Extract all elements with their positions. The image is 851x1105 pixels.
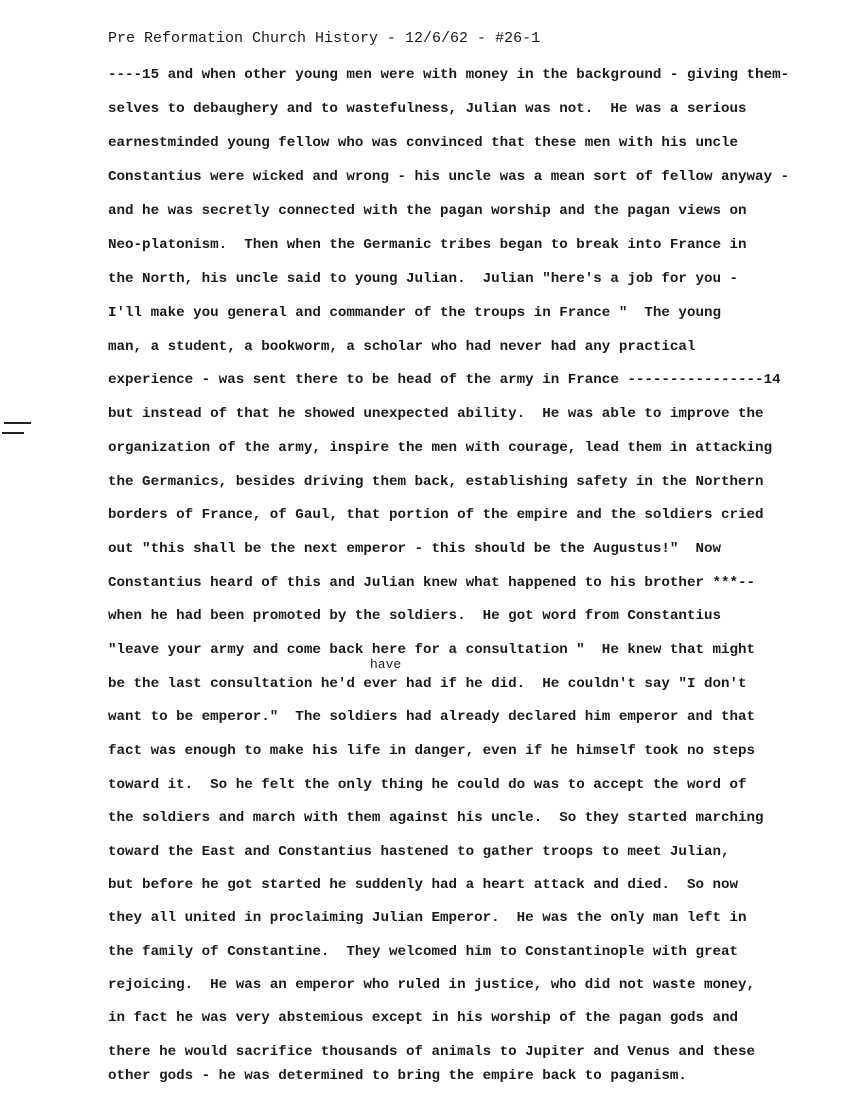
page-header: Pre Reformation Church History - 12/6/62 - #26-1 <box>108 30 541 47</box>
body-line: when he had been promoted by the soldiers. He got word from Constantius <box>108 608 721 624</box>
body-line: earnestminded young fellow who was convinced that these men with his uncle <box>108 135 739 151</box>
interlinear-insert: have <box>370 657 402 672</box>
body-line: ----15 and when other young men were with money in the background - giving them- <box>108 67 790 83</box>
body-line: but instead of that he showed unexpected ability. He was able to improve the <box>108 406 764 422</box>
body-line: rejoicing. He was an emperor who ruled in justice, who did not waste money, <box>108 977 756 993</box>
body-line: Neo-platonism. Then when the Germanic tribes began to break into France in <box>108 237 747 253</box>
body-line: but before he got started he suddenly had a heart attack and died. So now <box>108 877 739 893</box>
body-line: experience - was sent there to be head of the army in France ----------------14 <box>108 372 781 388</box>
body-line: and he was secretly connected with the pagan worship and the pagan views on <box>108 203 747 219</box>
body-line: there he would sacrifice thousands of animals to Jupiter and Venus and these <box>108 1044 756 1060</box>
body-line: they all united in proclaiming Julian Emperor. He was the only man left in <box>108 910 747 926</box>
body-line: borders of France, of Gaul, that portion of the empire and the soldiers cried <box>108 507 764 523</box>
body-line: selves to debaughery and to wastefulness, Julian was not. He was a serious <box>108 101 747 117</box>
body-line: I'll make you general and commander of the troups in France " The young <box>108 305 721 321</box>
body-line: toward it. So he felt the only thing he could do was to accept the word of <box>108 777 747 793</box>
body-line: Constantius were wicked and wrong - his uncle was a mean sort of fellow anyway - <box>108 169 790 185</box>
body-line: the North, his uncle said to young Julian. Julian "here's a job for you - <box>108 271 739 287</box>
body-line: be the last consultation he'd ever had if he did. He couldn't say "I don't <box>108 676 747 692</box>
body-line: "leave your army and come back here for a consultation " He knew that might <box>108 642 756 658</box>
body-line: the Germanics, besides driving them back, establishing safety in the Northern <box>108 474 764 490</box>
body-line: man, a student, a bookworm, a scholar who had never had any practical <box>108 339 696 355</box>
body-line: fact was enough to make his life in danger, even if he himself took no steps <box>108 743 756 759</box>
body-line: in fact he was very abstemious except in his worship of the pagan gods and <box>108 1010 739 1026</box>
body-line: organization of the army, inspire the men with courage, lead them in attacking <box>108 440 773 456</box>
body-line: the family of Constantine. They welcomed him to Constantinople with great <box>108 944 739 960</box>
body-line: toward the East and Constantius hastened to gather troops to meet Julian, <box>108 844 730 860</box>
body-line: other gods - he was determined to bring the empire back to paganism. <box>108 1068 687 1084</box>
body-line: Constantius heard of this and Julian knew what happened to his brother ***-- <box>108 575 756 591</box>
margin-mark-lower <box>2 432 24 434</box>
body-line: want to be emperor." The soldiers had already declared him emperor and that <box>108 709 756 725</box>
body-line: the soldiers and march with them against his uncle. So they started marching <box>108 810 764 826</box>
margin-mark-upper <box>4 422 31 424</box>
body-line: out "this shall be the next emperor - this should be the Augustus!" Now <box>108 541 730 557</box>
